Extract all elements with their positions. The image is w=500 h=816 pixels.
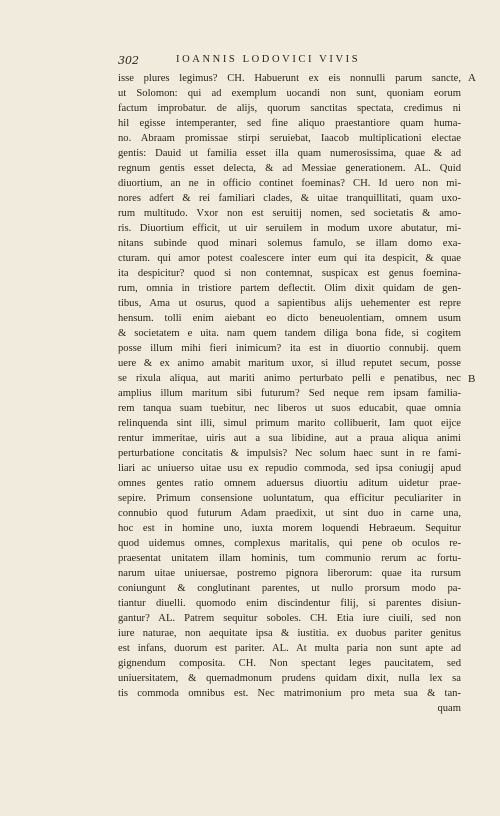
text-line: liari ac uniuerso uitae usu ex repudio commoda, sed ipsa coniugij apud [118,463,461,474]
text-line: tis commoda omnibus est. Nec matrimonium pro meta sua & tan- [118,688,461,699]
text-line: relinquenda sint illi, simul primum marito collibuerit, Iam quot eijce [118,418,461,429]
text-line: gignendum composita. CH. Non spectant leges paucitatem, sed [118,658,461,669]
text-line: perturbatione concitatis & impulsis? Nec solum haec sunt in re fami- [118,448,461,459]
text-line: connubio quod futurum Adam praedixit, ut sint duo in carne una, [118,508,461,519]
text-line: diuortium, an ne in officio continet foeminas? CH. Id uero non mi- [118,178,461,189]
text-line: se rixula aliqua, aut mariti animo perturbato pelli e penatibus, nec [118,373,461,384]
text-line: hensum. tolli enim aiebant eo dicto beneuolentiam, omnem usum [118,313,461,324]
text-line: rum multitudo. Vxor non est seruitij nomen, sed societatis & amo- [118,208,461,219]
text-line: nitans subinde quod minari solemus famulo, se illam domo exa- [118,238,461,249]
text-line: gentis: Dauid ut familia esset illa quam numerosissima, quae & ad [118,148,461,159]
text-line: tibus, Ama ut osurus, quod a sapientibus alijs uehementer est repre [118,298,461,309]
text-line: factum improbatur. de alijs, quorum sanctitas spectata, credimus ni [118,103,461,114]
text-line: ris. Diuortium efficit, ut uir seruilem in modum uxore abutatur, mi- [118,223,461,234]
text-line: sepire. Primum consensione uoluntatum, qua efficitur peculiariter in [118,493,461,504]
margin-note-b: B [468,373,476,385]
text-line: isse plures legimus? CH. Habuerunt ex eis nonnulli parum sancte, [118,73,461,84]
text-line: ita despicitur? quod si non contemnat, suspicax est genus foemina- [118,268,461,279]
text-line: est infans, duorum est pariter. AL. At multa paria non sunt apte ad [118,643,461,654]
text-line: rem tanqua suam tuebitur, nec liberos ut suos educabit, quae omnia [118,403,461,414]
text-line: omnes gentes ratio omnem aduersus diuortiu aditum uidetur prae- [118,478,461,489]
page-number: 302 [118,54,139,67]
running-title: IOANNIS LODOVICI VIVIS [176,54,361,65]
text-line: praesentat unitatem illam hominis, tum communio rerum ac fortu- [118,553,461,564]
body-text [118,71,461,716]
text-line: narum uitae uniuersae, postremo pignora liberorum: quae ita rursum [118,568,461,579]
text-line: & societatem e uita. nam quem tandem diliga bona fide, si cogitem [118,328,461,339]
text-line: hoc est in homine uno, iuxta morem loquendi Hebraeum. Sequitur [118,523,461,534]
text-line: amplius illum maritum sibi futurum? Sed neque rem ipsam familia- [118,388,461,399]
text-line: tiantur diuelli. quomodo enim discindentur filij, si parentes disiun- [118,598,461,609]
text-line: no. Abraam promissae stirpi seruiebat, Iaacob multiplicationi electae [118,133,461,144]
text-line: cturam. qui amor potest coalescere inter eum qui ita despicit, & quae [118,253,461,264]
page-header [118,54,458,70]
text-line: hil egisse intemperanter, sed fine aliquo praestantiore quam huma- [118,118,461,129]
text-line: rentur immeritae, uiris aut a sua libidine, aut a praua aliqua animi [118,433,461,444]
text-line: gantur? AL. Patrem sequitur soboles. CH. Etia iure ciuili, sed non [118,613,461,624]
text-line: posse illum mihi fieri inimicum? ita est in diuortio connubij. quem [118,343,461,354]
text-line: regnum gentis esset delecta, & ad Messiae generationem. AL. Quid [118,163,461,174]
text-line: quam [437,703,461,714]
text-line: quod uidemus omnes, complexus maritalis, qui pene ob oculos re- [118,538,461,549]
text-line: rum, omnia in tristiore partem deflectit. Olim dixit quidam de gen- [118,283,461,294]
text-line: coniungunt & conglutinant parentes, ut nullo prorsum modo pa- [118,583,461,594]
text-line: ut Solomon: qui ad exemplum uocandi non sunt, quoniam eorum [118,88,461,99]
text-line: iure naturae, non aequitate ipsa & iustitia. ex duobus pariter genitus [118,628,461,639]
text-line: uere & ex animo amabit maritum uxor, si illud reputet secum, posse [118,358,461,369]
margin-note-a: A [468,72,476,84]
text-line: uniuersitatem, & quemadmonum prudens quidam dixit, nulla lex sa [118,673,461,684]
text-line: nores adfert & rei familiari clades, & uitae tranquillitati, quam uxo- [118,193,461,204]
